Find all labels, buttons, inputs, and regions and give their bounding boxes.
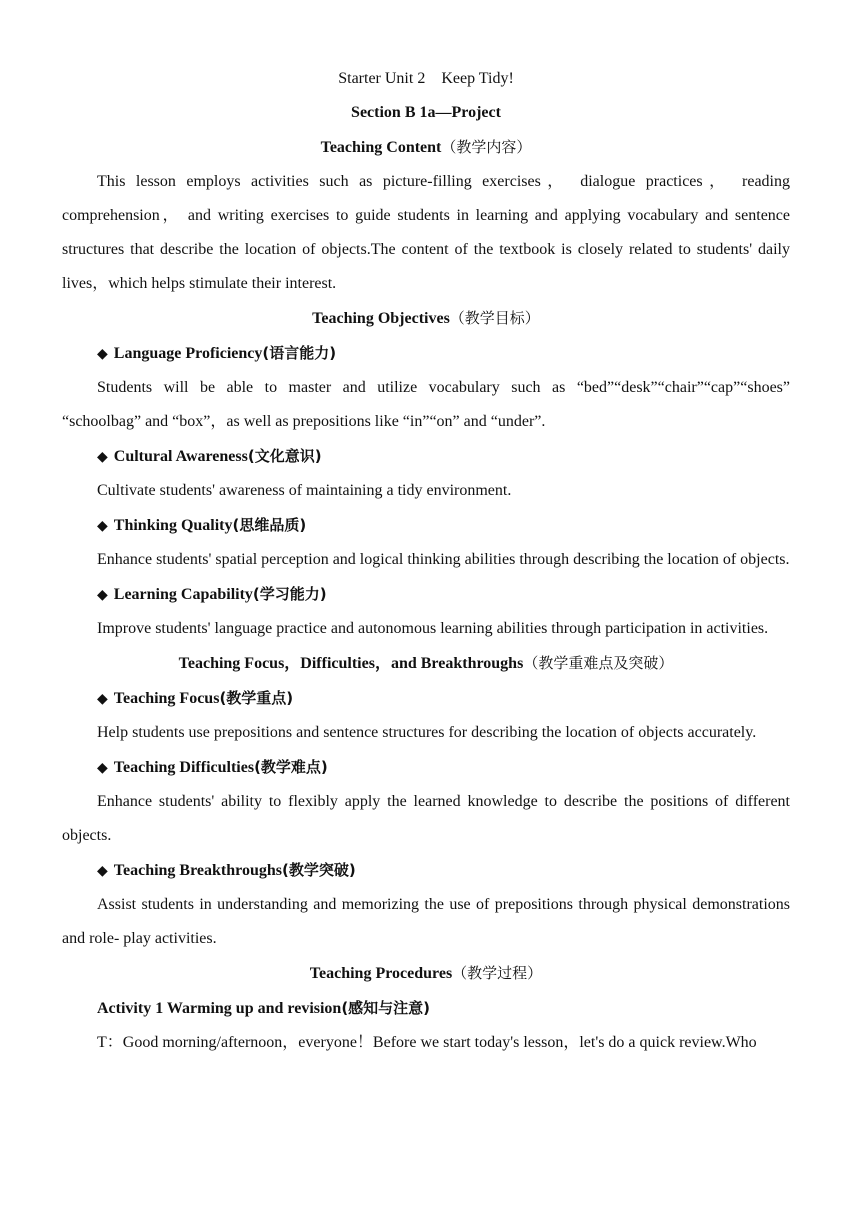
label-en: Teaching Difficulties: [113, 759, 255, 776]
objective-label: [62, 439, 790, 474]
label-cn: (学习能力): [252, 585, 327, 603]
unit-title: Starter Unit 2 Keep Tidy!: [338, 70, 514, 87]
teaching-focus-heading: [62, 646, 790, 681]
objective-label: [62, 577, 790, 612]
diamond-bullet-icon: ◆: [97, 760, 108, 776]
heading-en: Teaching Focus，Difficulties，and Breakthroughs: [178, 655, 524, 672]
diamond-bullet-icon: ◆: [97, 587, 108, 603]
activity-title: [62, 991, 790, 1026]
label-cn: (教学难点): [254, 758, 328, 776]
label-cn: (思维品质): [232, 516, 307, 534]
focus-label: [62, 750, 790, 785]
teaching-content-body: This lesson employs activities such as picture-filling exercises， dialogue practices， reading comprehension， and writing exercises to guide students in learning and applying vocabulary and sentence structures that describe the location of objects.The content of the textbook is closely related to students' daily lives，which helps stimulate their interest.: [62, 173, 791, 292]
activity-cn: (感知与注意): [341, 999, 431, 1017]
focus-label: [62, 681, 790, 716]
label-cn: (语言能力): [262, 344, 337, 362]
section-title: Section B 1a—Project: [351, 104, 501, 121]
diamond-bullet-icon: ◆: [97, 449, 108, 465]
heading-cn: （教学重难点及突破）: [523, 654, 674, 672]
objective-body: Improve students' language practice and autonomous learning abilities through participation in activities.: [97, 620, 769, 637]
label-cn: (教学突破): [281, 861, 356, 879]
diamond-bullet-icon: ◆: [97, 691, 108, 707]
diamond-bullet-icon: ◆: [97, 346, 108, 362]
heading-cn: （教学过程）: [452, 964, 543, 982]
diamond-bullet-icon: ◆: [97, 518, 108, 534]
label-en: Teaching Focus: [113, 690, 220, 707]
heading-en: Teaching Objectives: [312, 310, 450, 327]
heading-en: Teaching Content: [320, 139, 442, 156]
activity-en: Activity 1 Warming up and revision: [97, 1000, 342, 1017]
label-en: Teaching Breakthroughs: [113, 862, 282, 879]
objective-body: Students will be able to master and utilize vocabulary such as “bed”“desk”“chair”“cap”“shoes” “schoolbag” and “box”，as well as prepositions like “in”“on” and “under”.: [62, 379, 790, 430]
teaching-content-heading: [62, 130, 790, 165]
document-page: [62, 62, 790, 1060]
heading-en: Teaching Procedures: [309, 965, 453, 982]
heading-cn: （教学目标）: [449, 309, 540, 327]
label-cn: (教学重点): [219, 689, 294, 707]
focus-label: [62, 853, 790, 888]
objective-body: Cultivate students' awareness of maintaining a tidy environment.: [97, 482, 512, 499]
focus-body: Assist students in understanding and memorizing the use of prepositions through physical demonstrations and role- play activities.: [62, 896, 790, 947]
label-en: Learning Capability: [113, 586, 253, 603]
label-en: Thinking Quality: [113, 517, 233, 534]
label-en: Language Proficiency: [113, 345, 263, 362]
label-cn: (文化意识): [247, 447, 322, 465]
activity-body: T：Good morning/afternoon，everyone！Before we start today's lesson，let's do a quick review.Who: [97, 1034, 757, 1051]
label-en: Cultural Awareness: [113, 448, 248, 465]
heading-cn: （教学内容）: [441, 138, 532, 156]
diamond-bullet-icon: ◆: [97, 863, 108, 879]
teaching-procedures-heading: [62, 956, 790, 991]
teaching-objectives-heading: [62, 301, 790, 336]
objective-label: [62, 508, 790, 543]
focus-body: Help students use prepositions and sentence structures for describing the location of objects accurately.: [97, 724, 757, 741]
objective-label: [62, 336, 790, 371]
focus-body: Enhance students' ability to flexibly apply the learned knowledge to describe the positions of different objects.: [62, 793, 790, 844]
objective-body: Enhance students' spatial perception and logical thinking abilities through describing the location of objects.: [97, 551, 790, 568]
